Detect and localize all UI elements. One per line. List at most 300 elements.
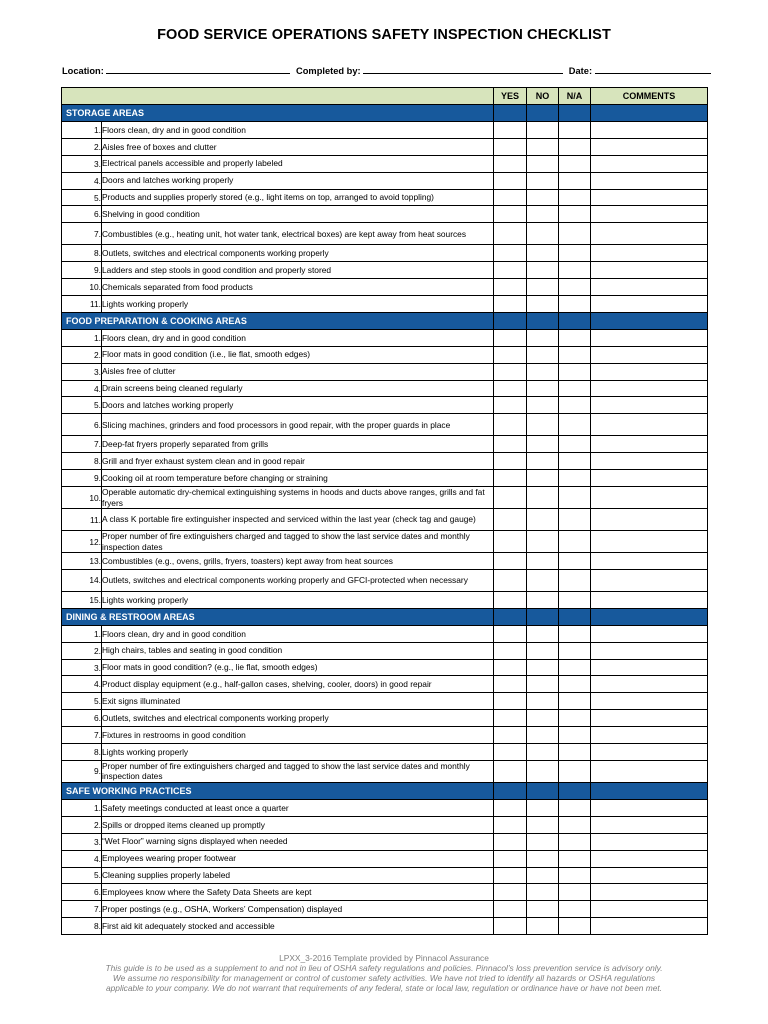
no-checkbox-cell[interactable] bbox=[527, 591, 559, 608]
item-number: 1. bbox=[62, 329, 102, 346]
comments-cell[interactable] bbox=[591, 189, 708, 206]
header-no: NO bbox=[527, 88, 559, 105]
comments-cell[interactable] bbox=[591, 744, 708, 761]
no-checkbox-cell[interactable] bbox=[527, 138, 559, 155]
footer-credit: LPXX_3-2016 Template provided by Pinnacol Assurance bbox=[279, 953, 489, 963]
comments-cell[interactable] bbox=[591, 816, 708, 833]
na-checkbox-cell[interactable] bbox=[559, 138, 591, 155]
comments-cell[interactable] bbox=[591, 245, 708, 262]
no-checkbox-cell[interactable] bbox=[527, 799, 559, 816]
yes-checkbox-cell[interactable] bbox=[494, 279, 527, 296]
checklist-row bbox=[62, 414, 708, 436]
yes-checkbox-cell[interactable] bbox=[494, 453, 527, 470]
comments-cell[interactable] bbox=[591, 453, 708, 470]
na-checkbox-cell[interactable] bbox=[559, 509, 591, 531]
no-checkbox-cell[interactable] bbox=[527, 414, 559, 436]
item-text: Chemicals separated from food products bbox=[102, 279, 494, 296]
comments-cell[interactable] bbox=[591, 591, 708, 608]
yes-checkbox-cell[interactable] bbox=[494, 380, 527, 397]
item-text: Outlets, switches and electrical components working properly bbox=[102, 710, 494, 727]
item-text: Spills or dropped items cleaned up promptly bbox=[102, 816, 494, 833]
na-checkbox-cell[interactable] bbox=[559, 591, 591, 608]
checklist-row bbox=[62, 693, 708, 710]
checklist-row bbox=[62, 531, 708, 553]
no-checkbox-cell[interactable] bbox=[527, 453, 559, 470]
item-text: Shelving in good condition bbox=[102, 206, 494, 223]
section-no-cell bbox=[527, 312, 559, 329]
na-checkbox-cell[interactable] bbox=[559, 744, 591, 761]
section-comments-cell bbox=[591, 608, 708, 625]
section-title: STORAGE AREAS bbox=[62, 105, 494, 122]
no-checkbox-cell[interactable] bbox=[527, 642, 559, 659]
date-field[interactable] bbox=[595, 65, 711, 74]
na-checkbox-cell[interactable] bbox=[559, 799, 591, 816]
na-checkbox-cell[interactable] bbox=[559, 397, 591, 414]
yes-checkbox-cell[interactable] bbox=[494, 659, 527, 676]
item-text: Aisles free of clutter bbox=[102, 363, 494, 380]
no-checkbox-cell[interactable] bbox=[527, 727, 559, 744]
no-checkbox-cell[interactable] bbox=[527, 693, 559, 710]
checklist-row bbox=[62, 625, 708, 642]
yes-checkbox-cell[interactable] bbox=[494, 138, 527, 155]
no-checkbox-cell[interactable] bbox=[527, 262, 559, 279]
no-checkbox-cell[interactable] bbox=[527, 553, 559, 570]
na-checkbox-cell[interactable] bbox=[559, 436, 591, 453]
no-checkbox-cell[interactable] bbox=[527, 901, 559, 918]
yes-checkbox-cell[interactable] bbox=[494, 918, 527, 935]
yes-checkbox-cell[interactable] bbox=[494, 397, 527, 414]
item-text: Safety meetings conducted at least once a quarter bbox=[102, 799, 494, 816]
comments-cell[interactable] bbox=[591, 138, 708, 155]
yes-checkbox-cell[interactable] bbox=[494, 363, 527, 380]
no-checkbox-cell[interactable] bbox=[527, 279, 559, 296]
comments-cell[interactable] bbox=[591, 760, 708, 782]
section-yes-cell bbox=[494, 105, 527, 122]
comments-cell[interactable] bbox=[591, 901, 708, 918]
no-checkbox-cell[interactable] bbox=[527, 363, 559, 380]
item-number: 6. bbox=[62, 710, 102, 727]
comments-cell[interactable] bbox=[591, 531, 708, 553]
no-checkbox-cell[interactable] bbox=[527, 531, 559, 553]
no-checkbox-cell[interactable] bbox=[527, 509, 559, 531]
na-checkbox-cell[interactable] bbox=[559, 470, 591, 487]
na-checkbox-cell[interactable] bbox=[559, 296, 591, 313]
item-text: Slicing machines, grinders and food processors in good repair, with the proper guards in place bbox=[102, 414, 494, 436]
item-text: Drain screens being cleaned regularly bbox=[102, 380, 494, 397]
item-text: Exit signs illuminated bbox=[102, 693, 494, 710]
no-checkbox-cell[interactable] bbox=[527, 833, 559, 850]
yes-checkbox-cell[interactable] bbox=[494, 727, 527, 744]
header-na: N/A bbox=[559, 88, 591, 105]
yes-checkbox-cell[interactable] bbox=[494, 414, 527, 436]
comments-cell[interactable] bbox=[591, 487, 708, 509]
no-checkbox-cell[interactable] bbox=[527, 487, 559, 509]
comments-cell[interactable] bbox=[591, 296, 708, 313]
item-text: Proper number of fire extinguishers charged and tagged to show the last service dates and monthly inspection dates bbox=[102, 760, 494, 782]
no-checkbox-cell[interactable] bbox=[527, 223, 559, 245]
yes-checkbox-cell[interactable] bbox=[494, 760, 527, 782]
item-number: 5. bbox=[62, 867, 102, 884]
item-text: Floor mats in good condition? (e.g., lie flat, smooth edges) bbox=[102, 659, 494, 676]
item-number: 12. bbox=[62, 531, 102, 553]
checklist-row bbox=[62, 760, 708, 782]
item-number: 8. bbox=[62, 918, 102, 935]
no-checkbox-cell[interactable] bbox=[527, 760, 559, 782]
comments-cell[interactable] bbox=[591, 346, 708, 363]
item-text: Aisles free of boxes and clutter bbox=[102, 138, 494, 155]
checklist-row bbox=[62, 850, 708, 867]
comments-cell[interactable] bbox=[591, 642, 708, 659]
footer bbox=[80, 954, 688, 994]
yes-checkbox-cell[interactable] bbox=[494, 470, 527, 487]
item-text: Deep-fat fryers properly separated from grills bbox=[102, 436, 494, 453]
no-checkbox-cell[interactable] bbox=[527, 397, 559, 414]
item-number: 9. bbox=[62, 262, 102, 279]
no-checkbox-cell[interactable] bbox=[527, 296, 559, 313]
na-checkbox-cell[interactable] bbox=[559, 710, 591, 727]
na-checkbox-cell[interactable] bbox=[559, 625, 591, 642]
checklist-row bbox=[62, 901, 708, 918]
completed-by-label: Completed by: bbox=[296, 66, 361, 76]
na-checkbox-cell[interactable] bbox=[559, 833, 591, 850]
item-number: 8. bbox=[62, 744, 102, 761]
yes-checkbox-cell[interactable] bbox=[494, 155, 527, 172]
item-number: 2. bbox=[62, 816, 102, 833]
item-number: 6. bbox=[62, 414, 102, 436]
checklist-row bbox=[62, 172, 708, 189]
no-checkbox-cell[interactable] bbox=[527, 206, 559, 223]
item-text: Operable automatic dry-chemical extinguishing systems in hoods and ducts above ranges, grills and fat fryers bbox=[102, 487, 494, 509]
yes-checkbox-cell[interactable] bbox=[494, 744, 527, 761]
item-text: Employees know where the Safety Data Sheets are kept bbox=[102, 884, 494, 901]
no-checkbox-cell[interactable] bbox=[527, 155, 559, 172]
item-text: Fixtures in restrooms in good condition bbox=[102, 727, 494, 744]
checklist-row bbox=[62, 727, 708, 744]
checklist-row bbox=[62, 262, 708, 279]
item-text: A class K portable fire extinguisher inspected and serviced within the last year (check tag and gauge) bbox=[102, 509, 494, 531]
no-checkbox-cell[interactable] bbox=[527, 884, 559, 901]
na-checkbox-cell[interactable] bbox=[559, 172, 591, 189]
checklist-row bbox=[62, 867, 708, 884]
comments-cell[interactable] bbox=[591, 414, 708, 436]
yes-checkbox-cell[interactable] bbox=[494, 693, 527, 710]
item-text: Cooking oil at room temperature before changing or straining bbox=[102, 470, 494, 487]
item-text: Doors and latches working properly bbox=[102, 397, 494, 414]
item-text: Ladders and step stools in good condition and properly stored bbox=[102, 262, 494, 279]
item-number: 14. bbox=[62, 569, 102, 591]
yes-checkbox-cell[interactable] bbox=[494, 296, 527, 313]
item-number: 1. bbox=[62, 122, 102, 139]
na-checkbox-cell[interactable] bbox=[559, 487, 591, 509]
na-checkbox-cell[interactable] bbox=[559, 380, 591, 397]
yes-checkbox-cell[interactable] bbox=[494, 816, 527, 833]
yes-checkbox-cell[interactable] bbox=[494, 901, 527, 918]
checklist-row bbox=[62, 397, 708, 414]
yes-checkbox-cell[interactable] bbox=[494, 509, 527, 531]
section-comments-cell bbox=[591, 782, 708, 799]
yes-checkbox-cell[interactable] bbox=[494, 799, 527, 816]
comments-cell[interactable] bbox=[591, 329, 708, 346]
na-checkbox-cell[interactable] bbox=[559, 693, 591, 710]
na-checkbox-cell[interactable] bbox=[559, 816, 591, 833]
na-checkbox-cell[interactable] bbox=[559, 867, 591, 884]
na-checkbox-cell[interactable] bbox=[559, 414, 591, 436]
comments-cell[interactable] bbox=[591, 380, 708, 397]
checklist-row bbox=[62, 436, 708, 453]
yes-checkbox-cell[interactable] bbox=[494, 591, 527, 608]
item-number: 6. bbox=[62, 206, 102, 223]
na-checkbox-cell[interactable] bbox=[559, 569, 591, 591]
item-text: Doors and latches working properly bbox=[102, 172, 494, 189]
comments-cell[interactable] bbox=[591, 693, 708, 710]
section-na-cell bbox=[559, 105, 591, 122]
yes-checkbox-cell[interactable] bbox=[494, 223, 527, 245]
comments-cell[interactable] bbox=[591, 867, 708, 884]
comments-cell[interactable] bbox=[591, 850, 708, 867]
yes-checkbox-cell[interactable] bbox=[494, 487, 527, 509]
comments-cell[interactable] bbox=[591, 833, 708, 850]
na-checkbox-cell[interactable] bbox=[559, 206, 591, 223]
na-checkbox-cell[interactable] bbox=[559, 901, 591, 918]
no-checkbox-cell[interactable] bbox=[527, 710, 559, 727]
na-checkbox-cell[interactable] bbox=[559, 553, 591, 570]
no-checkbox-cell[interactable] bbox=[527, 172, 559, 189]
section-comments-cell bbox=[591, 105, 708, 122]
item-number: 5. bbox=[62, 189, 102, 206]
no-checkbox-cell[interactable] bbox=[527, 816, 559, 833]
section-yes-cell bbox=[494, 608, 527, 625]
checklist-row bbox=[62, 833, 708, 850]
checklist-row bbox=[62, 816, 708, 833]
yes-checkbox-cell[interactable] bbox=[494, 122, 527, 139]
yes-checkbox-cell[interactable] bbox=[494, 553, 527, 570]
no-checkbox-cell[interactable] bbox=[527, 436, 559, 453]
comments-cell[interactable] bbox=[591, 710, 708, 727]
item-text: High chairs, tables and seating in good condition bbox=[102, 642, 494, 659]
item-number: 3. bbox=[62, 155, 102, 172]
section-header-row bbox=[62, 312, 708, 329]
na-checkbox-cell[interactable] bbox=[559, 279, 591, 296]
checklist-row bbox=[62, 138, 708, 155]
na-checkbox-cell[interactable] bbox=[559, 453, 591, 470]
yes-checkbox-cell[interactable] bbox=[494, 884, 527, 901]
no-checkbox-cell[interactable] bbox=[527, 329, 559, 346]
comments-cell[interactable] bbox=[591, 122, 708, 139]
comments-cell[interactable] bbox=[591, 727, 708, 744]
checklist-row bbox=[62, 569, 708, 591]
na-checkbox-cell[interactable] bbox=[559, 122, 591, 139]
na-checkbox-cell[interactable] bbox=[559, 659, 591, 676]
item-text: Outlets, switches and electrical components working properly bbox=[102, 245, 494, 262]
yes-checkbox-cell[interactable] bbox=[494, 329, 527, 346]
checklist-row bbox=[62, 245, 708, 262]
yes-checkbox-cell[interactable] bbox=[494, 346, 527, 363]
item-text: Proper postings (e.g., OSHA, Workers’ Compensation) displayed bbox=[102, 901, 494, 918]
item-number: 4. bbox=[62, 172, 102, 189]
yes-checkbox-cell[interactable] bbox=[494, 850, 527, 867]
section-header-row bbox=[62, 782, 708, 799]
no-checkbox-cell[interactable] bbox=[527, 470, 559, 487]
na-checkbox-cell[interactable] bbox=[559, 642, 591, 659]
item-text: First aid kit adequately stocked and accessible bbox=[102, 918, 494, 935]
checklist-row bbox=[62, 509, 708, 531]
no-checkbox-cell[interactable] bbox=[527, 569, 559, 591]
section-no-cell bbox=[527, 105, 559, 122]
comments-cell[interactable] bbox=[591, 625, 708, 642]
item-number: 4. bbox=[62, 380, 102, 397]
no-checkbox-cell[interactable] bbox=[527, 122, 559, 139]
no-checkbox-cell[interactable] bbox=[527, 659, 559, 676]
na-checkbox-cell[interactable] bbox=[559, 189, 591, 206]
na-checkbox-cell[interactable] bbox=[559, 531, 591, 553]
yes-checkbox-cell[interactable] bbox=[494, 833, 527, 850]
yes-checkbox-cell[interactable] bbox=[494, 531, 527, 553]
checklist-row bbox=[62, 744, 708, 761]
comments-cell[interactable] bbox=[591, 363, 708, 380]
location-label: Location: bbox=[62, 66, 104, 76]
comments-cell[interactable] bbox=[591, 918, 708, 935]
item-number: 7. bbox=[62, 901, 102, 918]
na-checkbox-cell[interactable] bbox=[559, 760, 591, 782]
checklist-body bbox=[62, 105, 708, 935]
comments-cell[interactable] bbox=[591, 262, 708, 279]
comments-cell[interactable] bbox=[591, 397, 708, 414]
checklist-row bbox=[62, 380, 708, 397]
item-number: 7. bbox=[62, 727, 102, 744]
no-checkbox-cell[interactable] bbox=[527, 625, 559, 642]
item-number: 5. bbox=[62, 397, 102, 414]
yes-checkbox-cell[interactable] bbox=[494, 206, 527, 223]
item-text: Floors clean, dry and in good condition bbox=[102, 625, 494, 642]
section-na-cell bbox=[559, 312, 591, 329]
comments-cell[interactable] bbox=[591, 279, 708, 296]
no-checkbox-cell[interactable] bbox=[527, 918, 559, 935]
na-checkbox-cell[interactable] bbox=[559, 262, 591, 279]
item-text: Combustibles (e.g., ovens, grills, fryers, toasters) kept away from heat sources bbox=[102, 553, 494, 570]
item-number: 9. bbox=[62, 760, 102, 782]
comments-cell[interactable] bbox=[591, 436, 708, 453]
section-yes-cell bbox=[494, 312, 527, 329]
header-blank-cell bbox=[62, 88, 494, 105]
completed-by-field[interactable] bbox=[363, 65, 563, 74]
checklist-row bbox=[62, 279, 708, 296]
yes-checkbox-cell[interactable] bbox=[494, 436, 527, 453]
na-checkbox-cell[interactable] bbox=[559, 918, 591, 935]
item-number: 3. bbox=[62, 363, 102, 380]
no-checkbox-cell[interactable] bbox=[527, 189, 559, 206]
item-number: 11. bbox=[62, 509, 102, 531]
comments-cell[interactable] bbox=[591, 569, 708, 591]
checklist-row bbox=[62, 346, 708, 363]
na-checkbox-cell[interactable] bbox=[559, 850, 591, 867]
checklist-row bbox=[62, 659, 708, 676]
yes-checkbox-cell[interactable] bbox=[494, 189, 527, 206]
yes-checkbox-cell[interactable] bbox=[494, 625, 527, 642]
item-number: 3. bbox=[62, 659, 102, 676]
comments-cell[interactable] bbox=[591, 155, 708, 172]
item-text: Outlets, switches and electrical components working properly and GFCI-protected when necessary bbox=[102, 569, 494, 591]
section-header-row bbox=[62, 608, 708, 625]
checklist-row bbox=[62, 884, 708, 901]
checklist-row bbox=[62, 155, 708, 172]
item-text: Grill and fryer exhaust system clean and in good repair bbox=[102, 453, 494, 470]
comments-cell[interactable] bbox=[591, 799, 708, 816]
checklist-row bbox=[62, 122, 708, 139]
item-number: 2. bbox=[62, 642, 102, 659]
item-text: Employees wearing proper footwear bbox=[102, 850, 494, 867]
item-number: 3. bbox=[62, 833, 102, 850]
page-title: FOOD SERVICE OPERATIONS SAFETY INSPECTION CHECKLIST bbox=[157, 27, 611, 43]
item-text: Electrical panels accessible and properly labeled bbox=[102, 155, 494, 172]
comments-cell[interactable] bbox=[591, 884, 708, 901]
yes-checkbox-cell[interactable] bbox=[494, 569, 527, 591]
item-text: Combustibles (e.g., heating unit, hot water tank, electrical boxes) are kept away from heat sources bbox=[102, 223, 494, 245]
item-number: 2. bbox=[62, 346, 102, 363]
yes-checkbox-cell[interactable] bbox=[494, 676, 527, 693]
no-checkbox-cell[interactable] bbox=[527, 346, 559, 363]
no-checkbox-cell[interactable] bbox=[527, 850, 559, 867]
item-number: 13. bbox=[62, 553, 102, 570]
checklist-row bbox=[62, 710, 708, 727]
item-number: 6. bbox=[62, 884, 102, 901]
yes-checkbox-cell[interactable] bbox=[494, 642, 527, 659]
comments-cell[interactable] bbox=[591, 206, 708, 223]
yes-checkbox-cell[interactable] bbox=[494, 262, 527, 279]
na-checkbox-cell[interactable] bbox=[559, 329, 591, 346]
comments-cell[interactable] bbox=[591, 172, 708, 189]
item-text: Products and supplies properly stored (e.g., light items on top, arranged to avoid toppling) bbox=[102, 189, 494, 206]
item-number: 1. bbox=[62, 799, 102, 816]
na-checkbox-cell[interactable] bbox=[559, 363, 591, 380]
no-checkbox-cell[interactable] bbox=[527, 676, 559, 693]
na-checkbox-cell[interactable] bbox=[559, 727, 591, 744]
yes-checkbox-cell[interactable] bbox=[494, 867, 527, 884]
no-checkbox-cell[interactable] bbox=[527, 744, 559, 761]
na-checkbox-cell[interactable] bbox=[559, 223, 591, 245]
checklist-row bbox=[62, 189, 708, 206]
no-checkbox-cell[interactable] bbox=[527, 380, 559, 397]
na-checkbox-cell[interactable] bbox=[559, 155, 591, 172]
yes-checkbox-cell[interactable] bbox=[494, 245, 527, 262]
comments-cell[interactable] bbox=[591, 223, 708, 245]
na-checkbox-cell[interactable] bbox=[559, 346, 591, 363]
na-checkbox-cell[interactable] bbox=[559, 676, 591, 693]
no-checkbox-cell[interactable] bbox=[527, 245, 559, 262]
item-number: 8. bbox=[62, 453, 102, 470]
item-number: 15. bbox=[62, 591, 102, 608]
comments-cell[interactable] bbox=[591, 470, 708, 487]
na-checkbox-cell[interactable] bbox=[559, 884, 591, 901]
section-na-cell bbox=[559, 608, 591, 625]
comments-cell[interactable] bbox=[591, 509, 708, 531]
item-number: 7. bbox=[62, 436, 102, 453]
section-title: FOOD PREPARATION & COOKING AREAS bbox=[62, 312, 494, 329]
checklist-row bbox=[62, 296, 708, 313]
yes-checkbox-cell[interactable] bbox=[494, 172, 527, 189]
item-text: Lights working properly bbox=[102, 744, 494, 761]
item-text: Cleaning supplies properly labeled bbox=[102, 867, 494, 884]
comments-cell[interactable] bbox=[591, 659, 708, 676]
location-field[interactable] bbox=[106, 65, 290, 74]
checklist-row bbox=[62, 553, 708, 570]
item-number: 8. bbox=[62, 245, 102, 262]
na-checkbox-cell[interactable] bbox=[559, 245, 591, 262]
yes-checkbox-cell[interactable] bbox=[494, 710, 527, 727]
no-checkbox-cell[interactable] bbox=[527, 867, 559, 884]
comments-cell[interactable] bbox=[591, 676, 708, 693]
checklist-row bbox=[62, 453, 708, 470]
comments-cell[interactable] bbox=[591, 553, 708, 570]
